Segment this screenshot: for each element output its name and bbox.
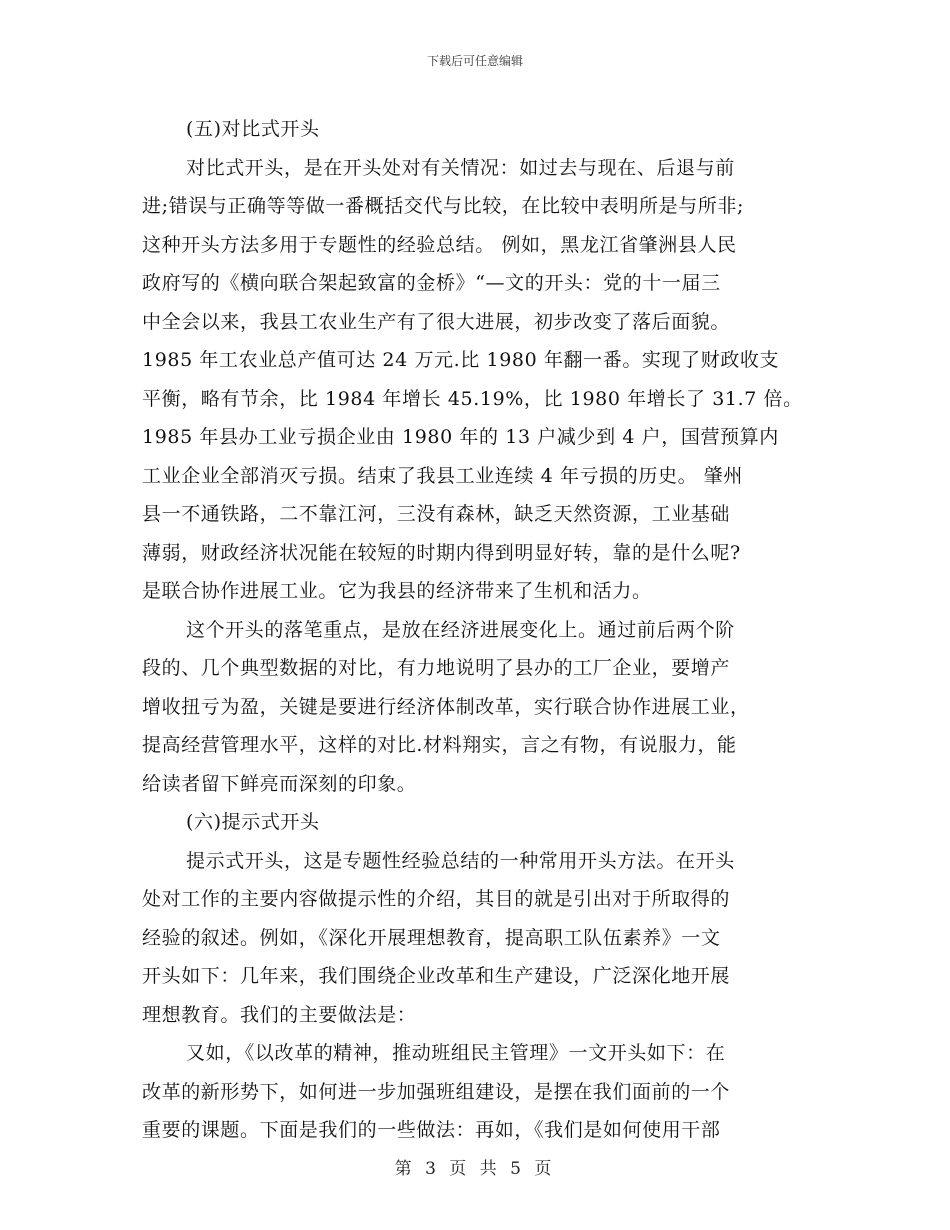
paragraph-line: 薄弱，财政经济状况能在较短的时期内得到明显好转，靠的是什么呢? [142,541,741,564]
paragraph-line: 改革的新形势下，如何进一步加强班组建设，是摆在我们面前的一个 [142,1080,731,1103]
paragraph-line: 这个开头的落笔重点，是放在经济进展变化上。通过前后两个阶 [186,618,735,641]
paragraph-line: 提示式开头，这是专题性经验总结的一种常用开头方法。在开头 [186,849,735,872]
paragraph-line: 增收扭亏为盈，关键是要进行经济体制改革，实行联合协作进展工业， [142,695,750,718]
section-heading: (六)提示式开头 [186,811,320,833]
paragraph-line: 中全会以来，我县工农业生产有了很大进展，初步改变了落后面貌。 [142,310,731,333]
paragraph-line: 政府写的《横向联合架起致富的金桥》“—文的开头：党的十一届三 [142,272,721,294]
paragraph-line: 提高经营管理水平，这样的对比.材料翔实，言之有物，有说服力，能 [142,734,737,756]
paragraph-line: 平衡，略有节余，比 1984 年增长 45.19%，比 1980 年增长了 31.7 倍。 [142,387,803,410]
paragraph-line: 重要的课题。下面是我们的一些做法：再如，《我们是如何使用干部 [142,1119,721,1141]
paragraph-line: 进;错误与正确等等做一番概括交代与比较，在比较中表明所是与所非; [142,195,745,217]
paragraph-line: 经验的叙述。例如，《深化开展理想教育，提高职工队伍素养》一文 [142,926,721,949]
paragraph-line: 工业企业全部消灭亏损。结束了我县工业连续 4 年亏损的历史。 肇州 [142,464,744,487]
paragraph-line: 是联合协作进展工业。它为我县的经济带来了生机和活力。 [142,580,652,602]
paragraph-line: 处对工作的主要内容做提示性的介绍，其目的就是引出对于所取得的 [142,888,731,910]
paragraph-line: 理想教育。我们的主要做法是： [142,1003,417,1026]
page-footer: 第 3 页 共 5 页 [394,1159,556,1179]
paragraph-line: 县一不通铁路，二不靠江河，三没有森林，缺乏天然资源，工业基础 [142,503,731,525]
paragraph-line: 段的、几个典型数据的对比，有力地说明了县办的工厂企业，要增产 [142,657,731,679]
paragraph-line: 给读者留下鲜亮而深刻的印象。 [142,772,417,795]
paragraph-line: 1985 年县办工业亏损企业由 1980 年的 13 户减少到 4 户，国营预算内 [142,426,779,448]
paragraph-line: 这种开头方法多用于专题性的经验总结。 例如，黑龙江省肇洲县人民 [142,233,737,256]
paragraph-line: 1985 年工农业总产值可达 24 万元.比 1980 年翻一番。实现了财政收支 [142,349,780,371]
page-header: 下载后可任意编辑 [426,54,523,68]
document-body [142,110,822,1150]
paragraph-line: 开头如下：几年来，我们围绕企业改革和生产建设，广泛深化地开展 [142,965,731,987]
paragraph-line: 对比式开头，是在开头处对有关情况：如过去与现在、后退与前 [186,156,735,179]
section-heading: (五)对比式开头 [186,118,320,140]
paragraph-line: 又如，《以改革的精神，推动班组民主管理》一文开头如下：在 [186,1042,726,1064]
